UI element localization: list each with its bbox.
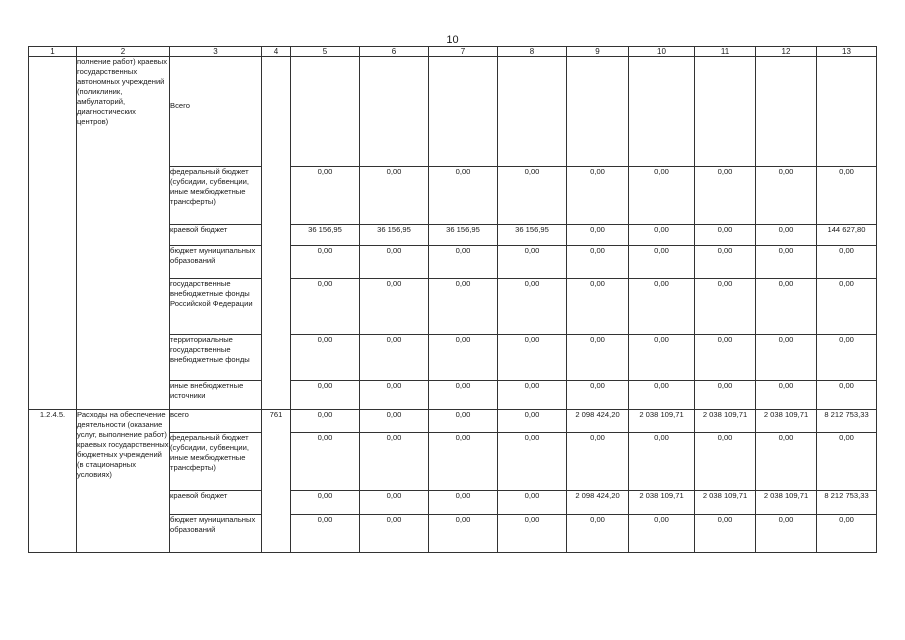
value-cell: 36 156,95 xyxy=(498,225,567,246)
value-cell: 0,00 xyxy=(567,167,629,225)
budget-source-label: государственные внебюджетные фонды Российской Федерации xyxy=(170,279,262,335)
value-cell: 0,00 xyxy=(629,335,695,381)
value-cell: 0,00 xyxy=(567,246,629,279)
value-cell: 0,00 xyxy=(498,410,567,433)
table-row xyxy=(29,57,877,167)
budget-source-label: иные внебюджетные источники xyxy=(170,381,262,410)
value-cell xyxy=(498,57,567,167)
value-cell: 0,00 xyxy=(498,515,567,553)
value-cell: 0,00 xyxy=(629,433,695,491)
value-cell: 0,00 xyxy=(498,433,567,491)
value-cell: 0,00 xyxy=(429,279,498,335)
header-cell: 10 xyxy=(629,47,695,57)
value-cell: 2 038 109,71 xyxy=(695,410,756,433)
value-cell: 2 038 109,71 xyxy=(629,410,695,433)
value-cell: 0,00 xyxy=(360,410,429,433)
value-cell: 0,00 xyxy=(291,491,360,515)
col4-value: 761 xyxy=(262,410,291,553)
header-cell: 2 xyxy=(77,47,170,57)
value-cell: 2 098 424,20 xyxy=(567,410,629,433)
header-cell: 8 xyxy=(498,47,567,57)
value-cell: 0,00 xyxy=(817,279,877,335)
col4-value xyxy=(262,57,291,410)
value-cell: 36 156,95 xyxy=(360,225,429,246)
value-cell: 0,00 xyxy=(429,381,498,410)
budget-source-label: Всего xyxy=(170,57,262,167)
value-cell: 0,00 xyxy=(756,246,817,279)
value-cell: 2 038 109,71 xyxy=(695,491,756,515)
value-cell: 0,00 xyxy=(695,167,756,225)
value-cell: 0,00 xyxy=(498,246,567,279)
value-cell xyxy=(360,57,429,167)
value-cell: 0,00 xyxy=(817,433,877,491)
value-cell: 8 212 753,33 xyxy=(817,491,877,515)
header-cell: 11 xyxy=(695,47,756,57)
value-cell: 0,00 xyxy=(695,246,756,279)
value-cell: 36 156,95 xyxy=(291,225,360,246)
value-cell: 0,00 xyxy=(817,381,877,410)
value-cell: 0,00 xyxy=(817,335,877,381)
value-cell: 0,00 xyxy=(291,167,360,225)
header-cell: 1 xyxy=(29,47,77,57)
value-cell: 0,00 xyxy=(291,381,360,410)
header-cell: 5 xyxy=(291,47,360,57)
value-cell: 0,00 xyxy=(429,410,498,433)
value-cell: 0,00 xyxy=(291,515,360,553)
row-code: 1.2.4.5. xyxy=(29,410,77,553)
value-cell: 0,00 xyxy=(567,279,629,335)
value-cell: 36 156,95 xyxy=(429,225,498,246)
value-cell: 0,00 xyxy=(360,335,429,381)
value-cell: 0,00 xyxy=(756,381,817,410)
header-row xyxy=(29,47,877,57)
value-cell: 0,00 xyxy=(629,381,695,410)
value-cell: 0,00 xyxy=(629,246,695,279)
value-cell: 0,00 xyxy=(695,515,756,553)
value-cell: 0,00 xyxy=(360,433,429,491)
value-cell: 0,00 xyxy=(360,491,429,515)
value-cell: 0,00 xyxy=(756,167,817,225)
value-cell: 0,00 xyxy=(695,381,756,410)
value-cell xyxy=(756,57,817,167)
value-cell: 0,00 xyxy=(498,491,567,515)
value-cell: 0,00 xyxy=(567,433,629,491)
value-cell: 2 038 109,71 xyxy=(756,410,817,433)
value-cell: 0,00 xyxy=(498,381,567,410)
value-cell: 0,00 xyxy=(756,515,817,553)
header-cell: 7 xyxy=(429,47,498,57)
table-row xyxy=(29,410,877,433)
budget-source-label: бюджет муниципальных образований xyxy=(170,515,262,553)
value-cell: 0,00 xyxy=(498,167,567,225)
value-cell: 0,00 xyxy=(629,225,695,246)
header-cell: 6 xyxy=(360,47,429,57)
value-cell: 2 038 109,71 xyxy=(629,491,695,515)
value-cell: 0,00 xyxy=(291,433,360,491)
value-cell: 0,00 xyxy=(291,279,360,335)
value-cell: 0,00 xyxy=(629,515,695,553)
row-code xyxy=(29,57,77,410)
value-cell: 0,00 xyxy=(756,225,817,246)
value-cell: 0,00 xyxy=(567,515,629,553)
header-cell: 12 xyxy=(756,47,817,57)
row-description: полнение работ) краевых государственных автономных учреждений (поликлиник, амбулаторий, диагностических центров) xyxy=(77,57,170,410)
value-cell: 0,00 xyxy=(429,491,498,515)
budget-table xyxy=(28,46,877,553)
value-cell: 0,00 xyxy=(629,167,695,225)
value-cell: 2 038 109,71 xyxy=(756,491,817,515)
value-cell: 0,00 xyxy=(360,246,429,279)
value-cell xyxy=(629,57,695,167)
value-cell: 0,00 xyxy=(291,246,360,279)
value-cell xyxy=(291,57,360,167)
value-cell: 0,00 xyxy=(429,167,498,225)
value-cell: 0,00 xyxy=(817,515,877,553)
value-cell: 0,00 xyxy=(629,279,695,335)
value-cell: 0,00 xyxy=(360,279,429,335)
budget-source-label: федеральный бюджет (субсидии, субвенции, иные межбюджетные трансферты) xyxy=(170,167,262,225)
budget-source-label: краевой бюджет xyxy=(170,491,262,515)
value-cell: 0,00 xyxy=(567,225,629,246)
value-cell: 0,00 xyxy=(360,381,429,410)
value-cell: 0,00 xyxy=(756,335,817,381)
header-cell: 9 xyxy=(567,47,629,57)
value-cell: 0,00 xyxy=(695,335,756,381)
header-cell: 13 xyxy=(817,47,877,57)
value-cell: 8 212 753,33 xyxy=(817,410,877,433)
value-cell: 0,00 xyxy=(498,335,567,381)
value-cell: 0,00 xyxy=(567,335,629,381)
value-cell: 0,00 xyxy=(360,167,429,225)
value-cell xyxy=(567,57,629,167)
budget-source-label: краевой бюджет xyxy=(170,225,262,246)
value-cell xyxy=(817,57,877,167)
value-cell: 0,00 xyxy=(429,335,498,381)
page-number: 10 xyxy=(446,34,459,46)
value-cell: 0,00 xyxy=(429,246,498,279)
header-cell: 3 xyxy=(170,47,262,57)
value-cell: 0,00 xyxy=(291,410,360,433)
value-cell: 0,00 xyxy=(360,515,429,553)
value-cell xyxy=(695,57,756,167)
value-cell: 0,00 xyxy=(567,381,629,410)
value-cell: 0,00 xyxy=(695,279,756,335)
value-cell: 0,00 xyxy=(817,167,877,225)
budget-source-label: территориальные государственные внебюджетные фонды xyxy=(170,335,262,381)
header-cell: 4 xyxy=(262,47,291,57)
value-cell: 2 098 424,20 xyxy=(567,491,629,515)
value-cell: 0,00 xyxy=(817,246,877,279)
value-cell: 0,00 xyxy=(756,433,817,491)
value-cell: 0,00 xyxy=(429,515,498,553)
budget-source-label: всего xyxy=(170,410,262,433)
row-description: Расходы на обеспечение деятельности (оказание услуг, выполнение работ) краевых государственных бюджетных учреждений (в стационарных условиях) xyxy=(77,410,170,553)
budget-source-label: федеральный бюджет (субсидии, субвенции, иные межбюджетные трансферты) xyxy=(170,433,262,491)
value-cell: 0,00 xyxy=(756,279,817,335)
value-cell: 0,00 xyxy=(695,225,756,246)
value-cell: 144 627,80 xyxy=(817,225,877,246)
budget-source-label: бюджет муниципальных образований xyxy=(170,246,262,279)
value-cell: 0,00 xyxy=(429,433,498,491)
value-cell: 0,00 xyxy=(695,433,756,491)
value-cell: 0,00 xyxy=(498,279,567,335)
value-cell xyxy=(429,57,498,167)
value-cell: 0,00 xyxy=(291,335,360,381)
